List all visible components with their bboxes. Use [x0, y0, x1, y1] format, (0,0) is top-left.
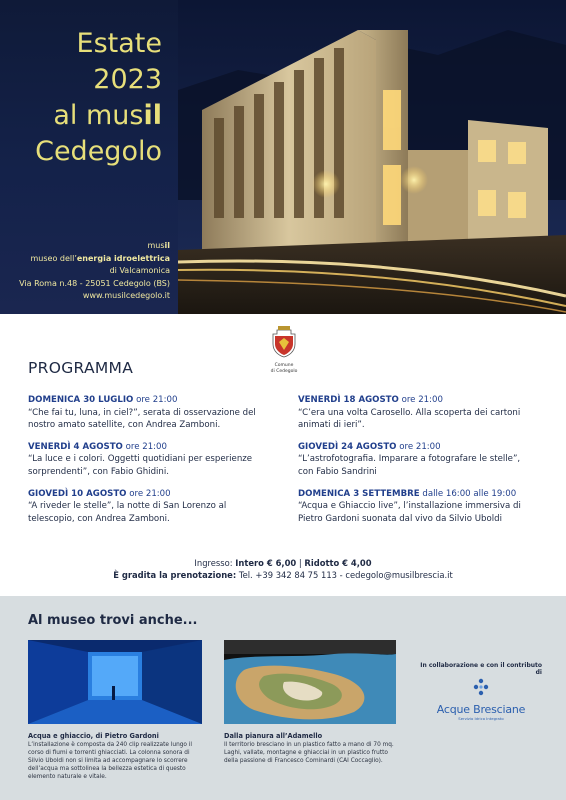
title-line-3: al musil	[53, 100, 162, 131]
coat-of-arms	[268, 324, 300, 374]
event-time: ore 21:00	[136, 395, 178, 405]
plastic-model-title: Dalla pianura all’Adamello	[224, 732, 323, 740]
booking-info: È gradita la prenotazione: Tel. +39 342 84 75 113 - cedegolo@musilbrescia.it	[113, 570, 453, 580]
partner-name: Acque Bresciane	[436, 703, 526, 716]
title-line-1: Estate	[76, 28, 162, 59]
event-date: GIOVEDÌ 24 AGOSTO	[298, 441, 397, 452]
plastic-model-caption	[224, 732, 396, 765]
event-time: ore 21:00	[399, 441, 441, 452]
plastic-model-photo	[224, 640, 396, 724]
plastic-model-text: Il territorio bresciano in un plastico fatto a mano di 70 mq. Laghi, vallate, montagne e ghiacciai in un plastico frutto della passione di Francesco Cominardi (CAI Coccaglio).	[224, 742, 394, 764]
coat-label-line-2: di Cedegolo	[270, 369, 298, 374]
event-time: ore 21:00	[401, 395, 443, 405]
full-price: Intero € 6,00	[235, 558, 297, 568]
program-title: PROGRAMMA	[28, 359, 134, 377]
ticket-prices: Ingresso: Intero € 6,00 | Ridotto € 4,00	[194, 558, 372, 568]
event-date: DOMENICA 30 LUGLIO	[28, 395, 134, 405]
admission-info	[0, 557, 566, 581]
museum-building-photo	[178, 0, 566, 314]
event-time: dalle 16:00 alle 19:00	[422, 488, 517, 499]
program-column-right	[298, 394, 530, 534]
collaboration-note: In collaborazione e con il contributo di	[420, 662, 542, 676]
museum-address: Via Roma n.48 - 25051 Cedegolo (BS)	[19, 278, 170, 288]
museum-description: museo dell’energia idroelettrica di Valcamonica	[30, 253, 170, 275]
water-drops-icon	[470, 678, 492, 698]
extras-heading: Al museo trovi anche...	[28, 613, 198, 628]
booking-contacts[interactable]: Tel. +39 342 84 75 113 - cedegolo@musilbrescia.it	[238, 570, 453, 580]
installation-photo	[28, 640, 202, 724]
poster-title	[30, 26, 162, 170]
reduced-price: Ridotto € 4,00	[304, 558, 372, 568]
coat-label-line-1: Comune	[274, 363, 294, 368]
museum-info	[8, 240, 170, 303]
event-date: DOMENICA 3 SETTEMBRE	[298, 488, 420, 499]
event-item	[298, 488, 530, 526]
event-item	[28, 441, 260, 479]
coat-of-arms-icon	[271, 324, 297, 358]
event-item	[28, 394, 260, 432]
installation-text: L’installazione è composta da 240 clip realizzate lungo il corso di fiumi e torrenti ghiacciati. La colonna sonora di Silvio Uboldi non si limita ad accompagnare lo scorrere dell’acqua ma sottolinea la bellezza estetica di questo elemento naturale e vitale.	[28, 742, 193, 780]
event-description: “A riveder le stelle”, la notte di San Lorenzo al telescopio, con Andrea Zamboni.	[28, 501, 227, 524]
program-column-left	[28, 394, 260, 534]
event-date: GIOVEDÌ 10 AGOSTO	[28, 488, 127, 499]
museum-name: musil	[147, 241, 170, 250]
event-description: “C’era una volta Carosello. Alla scoperta dei cartoni animati di ieri”.	[298, 407, 521, 431]
event-item	[28, 488, 260, 526]
event-time: ore 21:00	[129, 488, 171, 499]
event-description: “Acqua e Ghiaccio live”, l’installazione immersiva di Pietro Gardoni suonata dal vivo da Silvio Uboldi	[298, 501, 521, 524]
event-description: “L’astrofotografia. Imparare a fotografare le stelle”, con Fabio Sandrini	[298, 454, 521, 477]
event-date: VENERDÌ 4 AGOSTO	[28, 441, 123, 452]
museum-website[interactable]: www.musilcedegolo.it	[82, 291, 170, 300]
installation-caption	[28, 732, 200, 781]
event-item	[298, 394, 530, 432]
event-description: “La luce e i colori. Oggetti quotidiani per esperienze sorprendenti”, con Fabio Ghidini.	[28, 454, 253, 477]
hero-banner	[0, 0, 566, 314]
event-time: ore 21:00	[125, 441, 167, 452]
title-line-4: Cedegolo	[35, 136, 162, 167]
installation-title: Acqua e ghiaccio, di Pietro Gardoni	[28, 732, 159, 740]
partner-subtitle: Servizio Idrico Integrato	[458, 716, 504, 721]
event-date: VENERDÌ 18 AGOSTO	[298, 395, 399, 405]
event-description: “Che fai tu, luna, in ciel?”, serata di osservazione del nostro amato satellite, con Andrea Zamboni.	[28, 407, 256, 431]
title-line-2: 2023	[93, 64, 162, 95]
partner-logo	[436, 678, 526, 721]
event-item	[298, 441, 530, 479]
